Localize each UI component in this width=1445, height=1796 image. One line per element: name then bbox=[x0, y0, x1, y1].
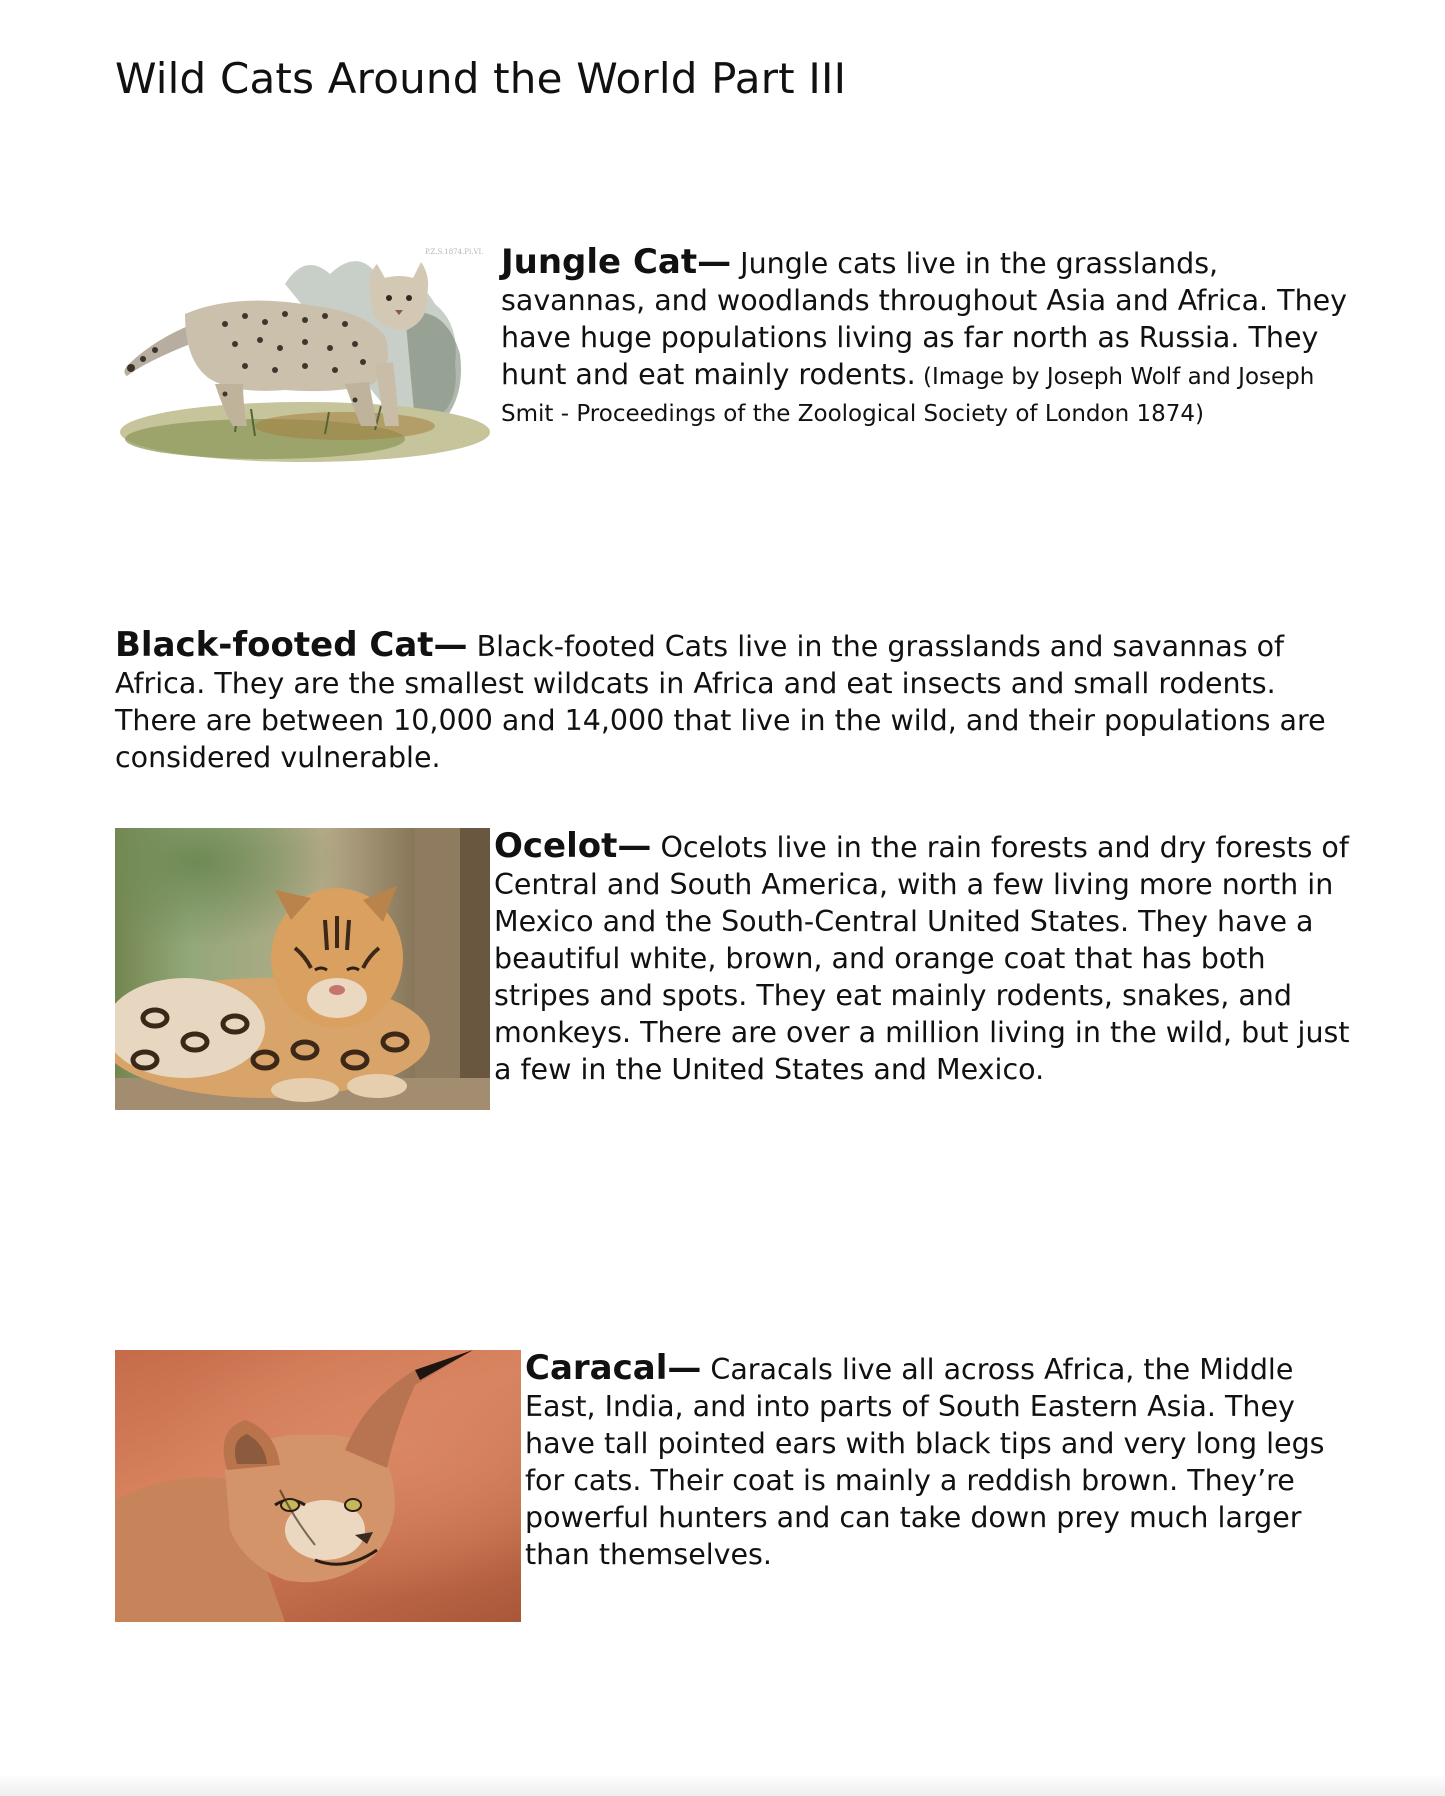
caracal-drawing bbox=[115, 1350, 521, 1622]
plate-label: P.Z.S.1874.Pl.VI. bbox=[425, 248, 484, 256]
ocelot-photo bbox=[115, 828, 490, 1110]
section-body: Jungle cats live in the grasslands, savannas, and woodlands throughout Asia and Africa. They have huge populations living as far north as Russia. They hunt and eat mainly rodents. bbox=[501, 247, 1348, 391]
page-title: Wild Cats Around the World Part III bbox=[115, 54, 847, 103]
section-black-footed-cat bbox=[115, 627, 1355, 776]
section-heading: Ocelot— bbox=[494, 826, 652, 866]
section-heading: Caracal— bbox=[525, 1348, 702, 1388]
caracal-photo bbox=[115, 1350, 521, 1622]
section-body: Black-footed Cats live in the grasslands and savannas of Africa. They are the smallest wildcats in Africa and eat insects and small rodents. There are between 10,000 and 14,000 that live in the wild, and their populations are considered vulnerable. bbox=[115, 630, 1326, 774]
section-body: Caracals live all across Africa, the Middle East, India, and into parts of South Eastern Asia. They have tall pointed ears with black tips and very long legs for cats. Their coat is mainly a reddish brown. They’re powerful hunters and can take down prey much larger than themselves. bbox=[525, 1353, 1325, 1571]
ocelot-drawing bbox=[115, 828, 490, 1110]
section-ocelot bbox=[115, 828, 1355, 1110]
section-heading: Black-footed Cat— bbox=[115, 625, 468, 665]
jungle-cat-illustration bbox=[115, 244, 497, 466]
section-caracal bbox=[115, 1350, 1355, 1622]
section-heading: Jungle Cat— bbox=[501, 242, 732, 282]
section-jungle-cat bbox=[115, 244, 1355, 466]
page-bottom-shadow bbox=[0, 1774, 1445, 1796]
section-body: Ocelots live in the rain forests and dry forests of Central and South America, with a few living more north in Mexico and the South-Central United States. They have a beautiful white, brown, and orange coat that has both stripes and spots. They eat mainly rodents, snakes, and monkeys. There are over a million living in the wild, but just a few in the United States and Mexico. bbox=[494, 831, 1350, 1086]
image-credit: (Image by Joseph Wolf and Joseph Smit - Proceedings of the Zoological Society of London 1874) bbox=[501, 364, 1315, 427]
jungle-cat-drawing bbox=[115, 244, 497, 466]
